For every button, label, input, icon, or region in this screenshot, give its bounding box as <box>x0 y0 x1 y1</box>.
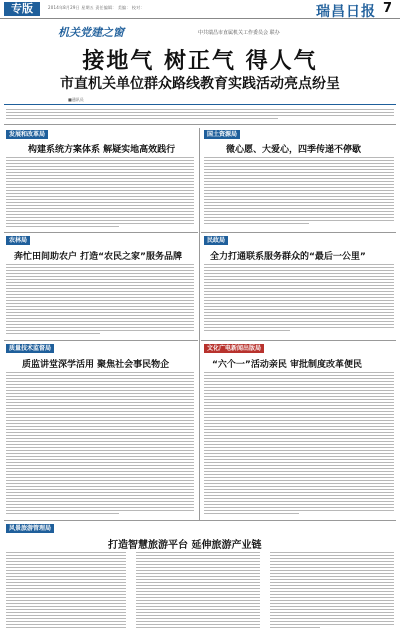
section-label: 专版 <box>4 2 40 16</box>
section-title-zhijian: 质监讲堂深学活用 聚焦社会事民物企 <box>22 360 170 370</box>
section-title-guotu: 微心愿、大爱心，四季传递不停歇 <box>226 145 362 155</box>
divider <box>201 232 396 233</box>
section-tag-nonglin: 农林局 <box>6 236 30 245</box>
divider <box>4 232 198 233</box>
divider <box>201 340 396 341</box>
section-tag-fagai: 发展和改革局 <box>6 130 48 139</box>
section-tag-guotu: 国土资源局 <box>204 130 240 139</box>
newspaper-brand: 瑞昌日报 <box>316 4 376 20</box>
section-body-wenguang <box>204 372 394 516</box>
section-tag-wenguang: 文化广电新闻出版局 <box>204 344 264 353</box>
byline: ■通讯员 <box>68 97 84 102</box>
section-body-zhijian <box>6 372 194 516</box>
page-header <box>0 0 400 19</box>
section-title-fagai: 构建系统方案体系 解疑实地高效践行 <box>28 145 176 155</box>
section-body-guotu <box>204 157 394 226</box>
section-body-lvyou-col3 <box>270 552 394 630</box>
banner-kicker: 中共瑞昌市直属机关工作委员会 联办 <box>198 30 280 36</box>
section-body-lvyou-col2 <box>136 552 260 630</box>
page-number: 7 <box>383 1 393 16</box>
column-divider <box>199 128 200 520</box>
section-tag-minzheng: 民政局 <box>204 236 228 245</box>
date-line: 2014年8月29日 星期五 责任编辑： 美编： 校对： <box>48 5 145 10</box>
divider <box>4 520 396 521</box>
intro-divider <box>4 124 396 125</box>
sub-headline: 市直机关单位群众路线教育实践活动亮点纷呈 <box>60 76 340 92</box>
section-tag-lvyou: 风景旅游管理局 <box>6 524 54 533</box>
section-body-nonglin <box>6 264 194 336</box>
section-title-minzheng: 全力打通联系服务群众的“最后一公里” <box>210 252 366 262</box>
section-body-fagai <box>6 157 194 229</box>
section-tag-zhijian: 质量技术监督局 <box>6 344 54 353</box>
section-title-wenguang: “六个一”活动亲民 审批制度改革便民 <box>212 360 362 370</box>
intro-paragraph <box>6 109 394 121</box>
section-body-minzheng <box>204 264 394 333</box>
section-title-nonglin: 奔忙田间助农户 打造“农民之家”服务品牌 <box>14 252 182 262</box>
divider <box>4 340 198 341</box>
section-title-lvyou: 打造智慧旅游平台 延伸旅游产业链 <box>108 540 262 551</box>
section-body-lvyou-col1 <box>6 552 126 630</box>
banner-rule <box>4 104 396 105</box>
main-headline: 接地气 树正气 得人气 <box>82 49 318 74</box>
column-tag: 机关党建之窗 <box>58 26 124 39</box>
